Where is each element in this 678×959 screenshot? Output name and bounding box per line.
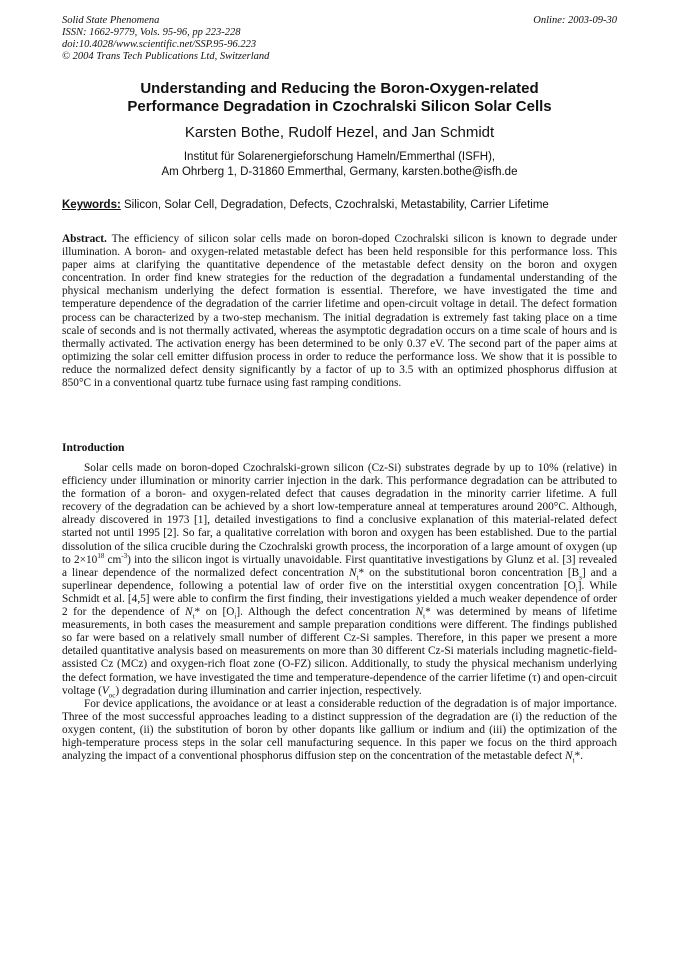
affiliation-line-1: Institut für Solarenergieforschung Hameln/Emmerthal (ISFH), (183, 151, 496, 163)
keywords-line (62, 198, 617, 213)
journal-name: Solid State Phenomena (62, 15, 160, 26)
text-run: *. (574, 750, 583, 763)
introduction-body (62, 462, 617, 763)
subscript: i (234, 612, 237, 621)
text-run: ]. Although the defect concentration (236, 606, 416, 619)
symbol-n: N (185, 606, 193, 619)
keywords-label: Keywords: (62, 199, 121, 211)
symbol-n: N (349, 566, 357, 579)
author-list: Karsten Bothe, Rudolf Hezel, and Jan Schmidt (184, 124, 495, 141)
keywords-list: Silicon, Solar Cell, Degradation, Defects, Czochralski, Metastability, Carrier Lifetime (124, 199, 549, 211)
exponent: 18 (97, 551, 105, 560)
title-line-1: Understanding and Reducing the Boron-Oxygen-related (140, 80, 539, 97)
symbol-n: N (564, 750, 573, 763)
intro-paragraph-1 (62, 462, 617, 698)
symbol-v: V (101, 684, 109, 697)
text-run: ] and a superlinear dependence, following a potential law of order five on the interstitial oxygen concentration [O (62, 566, 617, 592)
subscript: s (579, 573, 582, 581)
text-run: cm (104, 553, 122, 566)
text-run: For device applications, the avoidance or at least a considerable reduction of the degradation is of major importance. Three of the most successful approaches leading to a distinct suppression of the degradation are (i) the reduction of the oxygen content, (ii) the substitution of boron by other dopants like gallium or indium and (iii) the optimization of the high-temperature process steps in the solar cell manufacturing sequence. In this paper we focus on the third approach analyzing the impact of a conventional phosphorus diffusion step on the concentration of the metastable defect (62, 697, 617, 763)
intro-paragraph-2 (62, 698, 617, 763)
subscript: t (572, 756, 575, 765)
text-run: Solar cells made on boron-doped Czochralski-grown silicon (Cz-Si) substrates degrade by up to 10% (relative) in efficiency under illumination or minority carrier injection in the dark. This performance degradation can be attributed to the formation of a boron- and oxygen-related defect that causes degradation in the minority carrier lifetime. A full recovery of the degradation can be achieved by a short low-temperature anneal at temperatures around 200°C. Although, already discovered in 1973 [1], detailed investigations to find a conclusive explanation of this material-related defect started not until 1995 [2]. So far, a qualitative correlation with boron and oxygen has been established. Due to the partial dissolution of the silica crucible during the Czochralski growth process, the incorporation of a large amount of oxygen (up to 2×10 (62, 462, 617, 566)
online-date: Online: 2003-09-30 (533, 15, 617, 26)
abstract-text: The efficiency of silicon solar cells made on boron-doped Czochralski silicon is known to degrade under illumination. A boron- and oxygen-related metastable defect has been held responsible for this performance loss. This paper aims at clarifying the quantitative dependence of the metastable defect density on the boron and oxygen concentration. In order find knew strategies for the reduction of the degradation a fundamental understanding of the physical mechanism underlying the defect formation is essential. Therefore, we have investigated the time and temperature dependence of the degradation of the carrier lifetime and open-circuit voltage in detail. The defect formation process can be characterized by a two-step mechanism. The initial degradation is extremely fast taking place on a time scale of seconds and is not thermally activated, whereas the asymptotic degradation occurs on a time scale of hours and is thermally activated. The activation energy has been determined to be only 0.37 eV. The second part of the paper aims at optimizing the solar cell emitter diffusion process in order to reduce the performance loss. We show that it is possible to reduce the normalized defect density significantly by a factor of up to 3.5 with an optimized phosphorus diffusion at 850°C in a conventional quartz tube furnace using fast ramping conditions. (62, 233, 617, 390)
affiliation (62, 150, 617, 180)
affiliation-line-2: Am Ohrberg 1, D-31860 Emmerthal, Germany, karsten.bothe@isfh.de (161, 166, 518, 178)
symbol-n: N (415, 606, 424, 619)
text-run: ) degradation during illumination and carrier injection, respectively. (115, 684, 422, 697)
subscript: t (423, 612, 426, 621)
issn-line: ISSN: 1662-9779, Vols. 95-96, pp 223-228 (62, 27, 241, 38)
paper-title (62, 80, 617, 116)
subscript: t (356, 573, 359, 581)
abstract-label: Abstract. (62, 233, 107, 245)
text-run: ) into the silicon ingot is virtually unavoidable. First quantitative investigations by Glunz et al. [3] revealed a linear dependence of the normalized defect concentration (62, 553, 617, 579)
exponent: -3 (121, 551, 128, 560)
text-run: * was determined by means of lifetime measurements, in both cases the measurement and sample preparation conditions were different. The findings published so far were based on a relatively small number of different Cz-Si samples. Therefore, in this paper we present a more detailed quantitative analysis based on measurements on more than 30 different Cz-Si materials including magnetic-field-assisted Cz (MCz) and oxygen-rich float zone (O-FZ) silicon. Additionally, to study the physical mechanism underlying the defect formation, we have investigated the time and temperature-dependence of the carrier lifetime (τ) and open-circuit voltage ( (62, 606, 618, 697)
subscript: oc (108, 690, 116, 699)
doi-line: doi:10.4028/www.scientific.net/SSP.95-96.223 (62, 39, 257, 50)
copyright-line: © 2004 Trans Tech Publications Ltd, Switzerland (62, 51, 270, 62)
introduction-heading: Introduction (62, 442, 125, 454)
text-run: * on [O (194, 606, 235, 619)
publication-header (62, 15, 617, 63)
text-run: * on the substitutional boron concentration [B (358, 566, 580, 579)
subscript: i (575, 586, 578, 595)
title-line-2: Performance Degradation in Czochralski Silicon Solar Cells (127, 98, 552, 115)
abstract (62, 233, 617, 390)
text-run: ]. While Schmidt et al. [4,5] were able to confirm the first finding, their investigations yielded a much weaker dependence of order 2 for the dependence of (62, 579, 617, 619)
subscript: t (192, 612, 195, 621)
